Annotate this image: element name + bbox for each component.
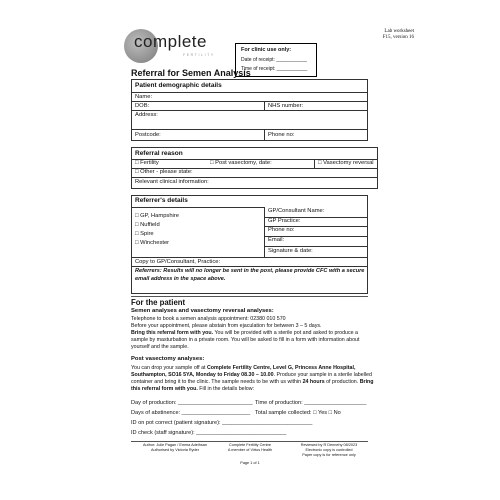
referrer-warning-line2: email address in the space above. bbox=[135, 276, 226, 282]
divider bbox=[314, 159, 315, 168]
yourself-text: yourself and the sample. bbox=[131, 344, 189, 350]
id-on-pot-field[interactable]: ID on pot correct (patient signature): _____________________________ bbox=[131, 420, 313, 426]
post-vasectomy-subheading: Post vasectomy analyses: bbox=[131, 356, 205, 362]
referrer-warning-line1: Referrers: Results will no longer be sent in the post, please provide CFC with a secure bbox=[135, 268, 365, 274]
for-the-patient-heading: For the patient bbox=[131, 298, 186, 307]
footer-review-line3: Paper copy is for reference only bbox=[302, 453, 356, 457]
dropoff-text-3 bbox=[131, 379, 374, 385]
vasectomy-reversal-checkbox[interactable]: □ Vasectomy reversal bbox=[318, 160, 374, 166]
dropoff-text-2 bbox=[131, 372, 372, 378]
logo-subtitle: FERTILITY bbox=[183, 53, 215, 57]
abstain-text: Before your appointment, please abstain from ejaculation for between 3 – 5 days. bbox=[131, 323, 322, 329]
divider bbox=[131, 177, 378, 178]
referrer-gp-hampshire-checkbox[interactable]: □ GP, Hampshire bbox=[135, 213, 179, 219]
footer-author-line1: Author: Julie Pagan / Emma Adelhsan bbox=[143, 443, 207, 447]
referral-reason-heading: Referral reason bbox=[135, 150, 183, 157]
bring-form-text bbox=[131, 330, 358, 336]
bring-form-bold: Bring this referral form with you. bbox=[131, 330, 214, 336]
booking-phone-text: Telephone to book a semen analysis appointment: 02380 010 570 bbox=[131, 316, 286, 322]
referrer-nuffield-checkbox[interactable]: □ Nuffield bbox=[135, 222, 160, 228]
divider bbox=[264, 129, 265, 141]
gp-practice-field[interactable]: GP Practice: bbox=[268, 218, 301, 224]
footer-review bbox=[292, 443, 366, 458]
footer-page-number: Page 1 of 1 bbox=[240, 461, 260, 465]
dropoff-form: this referral form with you. bbox=[131, 386, 198, 392]
dropoff-bring: Bring bbox=[359, 379, 374, 385]
clinic-box-title: For clinic use only: bbox=[241, 47, 292, 53]
divider bbox=[131, 207, 264, 208]
patient-demographic-heading: Patient demographic details bbox=[135, 82, 222, 89]
total-sample-collected-field[interactable]: Total sample collected: □ Yes □ No bbox=[255, 410, 341, 416]
footer-centre-line2: A member of Virtus Health bbox=[227, 448, 273, 452]
referrer-winchester-checkbox[interactable]: □ Winchester bbox=[135, 240, 170, 246]
nhs-number-field[interactable]: NHS number: bbox=[268, 103, 304, 109]
dropoff-text-1 bbox=[131, 365, 355, 371]
lab-worksheet-meta bbox=[334, 29, 414, 41]
footer-centre-line1: Complete Fertility Centre bbox=[229, 443, 271, 447]
postcode-field[interactable]: Postcode: bbox=[135, 132, 161, 138]
lab-meta-line2: F15, version 16 bbox=[382, 35, 414, 40]
semen-analyses-subheading: Semen analyses and vasectomy reversal analyses: bbox=[131, 308, 274, 314]
dropoff-address: Complete Fertility Centre, Level G, Princess Anne Hospital, bbox=[206, 365, 356, 371]
referrer-details-heading: Referrer's details bbox=[135, 197, 188, 204]
lab-meta-line1: Lab worksheet bbox=[384, 29, 414, 34]
footer-centre bbox=[215, 443, 285, 453]
footer-author bbox=[140, 443, 210, 453]
divider bbox=[264, 101, 265, 110]
gp-consultant-name-field[interactable]: GP/Consultant Name: bbox=[268, 208, 325, 214]
dropoff-within: container and bring it to the clinic. The sample needs to be with us within bbox=[131, 379, 303, 385]
divider bbox=[264, 207, 265, 257]
date-of-receipt-field[interactable]: Date of receipt: ___________ bbox=[241, 57, 307, 63]
footer-review-line2: Electronic copy is controlled bbox=[305, 448, 353, 452]
dropoff-plain: You can drop your sample off at bbox=[131, 365, 207, 371]
divider bbox=[264, 246, 368, 247]
day-of-production-field[interactable]: Day of production: ________________________ bbox=[131, 400, 253, 406]
fertility-checkbox[interactable]: □ Fertility bbox=[135, 160, 159, 166]
patient-phone-field[interactable]: Phone no: bbox=[268, 132, 295, 138]
dropoff-fill: Fill in the details below: bbox=[197, 386, 255, 392]
copy-to-gp-field[interactable]: Copy to GP/Consultant, Practice: bbox=[135, 259, 221, 265]
referrer-email-field[interactable]: Email: bbox=[268, 237, 285, 243]
divider bbox=[131, 257, 368, 258]
id-check-field[interactable]: ID check (staff signature): _____________________________ bbox=[131, 430, 287, 436]
dropoff-sterile: . Produce your sample in a sterile labelled bbox=[273, 372, 372, 378]
dob-field[interactable]: DOB: bbox=[135, 103, 150, 109]
other-reason-checkbox[interactable]: □ Other - please state: bbox=[135, 169, 193, 175]
divider bbox=[131, 266, 368, 267]
masturbation-text: sample by masturbation in a private room. You will be asked to fill in a form with information about bbox=[131, 337, 360, 343]
referrer-phone-field[interactable]: Phone no: bbox=[268, 227, 295, 233]
dropoff-text-4 bbox=[131, 386, 254, 392]
dropoff-hours: Southampton, SO16 5YA, Monday to Friday 08.30 – 10.00 bbox=[131, 372, 274, 378]
form-title: Referral for Semen Analysis bbox=[131, 68, 251, 78]
footer-divider bbox=[131, 441, 368, 442]
dropoff-of-production: of production. bbox=[324, 379, 360, 385]
divider bbox=[131, 101, 368, 102]
section-divider bbox=[131, 296, 368, 297]
time-of-production-field[interactable]: Time of production: ____________________ bbox=[255, 400, 367, 406]
dropoff-24h: 24 hours bbox=[302, 379, 325, 385]
footer-author-line2: Authorised by Victoria Ryder bbox=[150, 448, 200, 452]
bring-form-rest: You will be provided with a sterile pot and asked to produce a bbox=[213, 330, 359, 336]
clinical-info-field[interactable]: Relevant clinical information: bbox=[135, 179, 209, 185]
name-field[interactable]: Name: bbox=[135, 94, 153, 100]
divider bbox=[131, 110, 368, 111]
days-of-abstinence-field[interactable]: Days of abstinence: ______________________ bbox=[131, 410, 251, 416]
complete-fertility-logo bbox=[124, 29, 244, 61]
divider bbox=[131, 129, 368, 130]
address-field[interactable]: Address: bbox=[135, 112, 158, 118]
logo-wordmark: complete bbox=[134, 32, 207, 51]
time-of-receipt-field[interactable]: Time of receipt: ___________ bbox=[241, 66, 308, 72]
referrer-spire-checkbox[interactable]: □ Spire bbox=[135, 231, 154, 237]
footer-review-line1: Reviewed by R Dennehy 08/2023 bbox=[300, 443, 358, 447]
signature-date-field[interactable]: Signature & date: bbox=[268, 248, 313, 254]
divider bbox=[131, 92, 368, 93]
post-vasectomy-checkbox[interactable]: □ Post vasectomy, date: bbox=[210, 160, 272, 166]
